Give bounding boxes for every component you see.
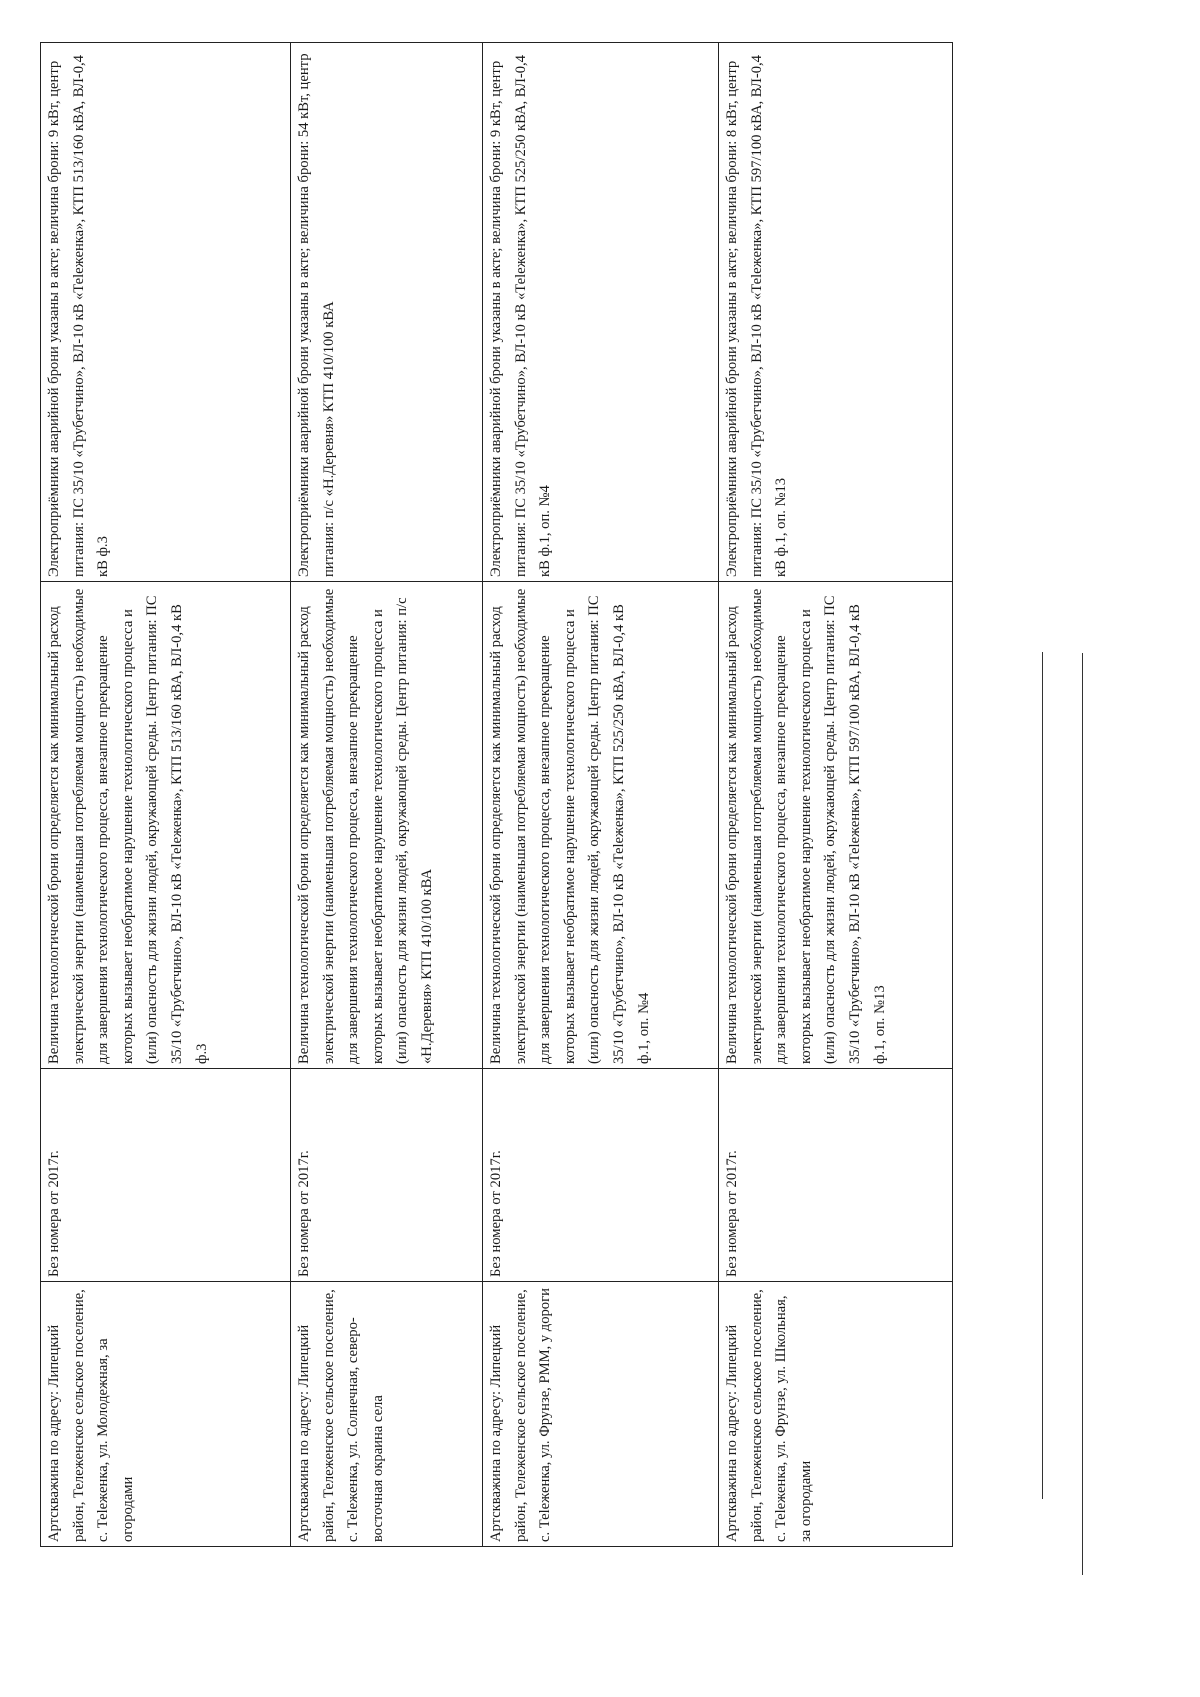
signature-rule-line	[1042, 652, 1043, 1499]
emergency-reserve-cell: Электроприёмники аварийной брони указаны в акте; величина брони: 9 кВт, центр питания: ПС 35/10 «Трубетчино», ВЛ-10 кВ «Теleженка», КТП 513/160 кВА, ВЛ-0,4 кВ ф.3	[41, 43, 291, 582]
document-ref-cell: Без номера от 2017г.	[483, 1069, 719, 1282]
document-ref-cell: Без номера от 2017г.	[291, 1069, 483, 1282]
document-ref-cell: Без номера от 2017г.	[41, 1069, 291, 1282]
tech-reserve-cell: Величина технологической брони определяется как минимальный расход электрической энергии (наименьшая потребляемая мощность) необходимые для завершения технологического процесса, внезапное прекращение которых вызывает необратимое нарушение технологического процесса и (или) опасность для жизни людей, окружающей среды. Центр питания: ПС 35/10 «Трубетчино», ВЛ-10 кВ «Теleженка», КТП 525/250 кВА, ВЛ-0,4 кВ ф.1, оп. №4	[483, 582, 719, 1069]
table-row	[291, 43, 483, 1547]
tech-reserve-cell: Величина технологической брони определяется как минимальный расход электрической энергии (наименьшая потребляемая мощность) необходимые для завершения технологического процесса, внезапное прекращение которых вызывает необратимое нарушение технологического процесса и (или) опасность для жизни людей, окружающей среды. Центр питания: ПС 35/10 «Трубетчино», ВЛ-10 кВ «Теleженка», КТП 597/100 кВА, ВЛ-0,4 кВ ф.1, оп. №13	[719, 582, 953, 1069]
emergency-reserve-cell: Электроприёмники аварийной брони указаны в акте; величина брони: 9 кВт, центр питания: ПС 35/10 «Трубетчино», ВЛ-10 кВ «Теleженка», КТП 525/250 кВА, ВЛ-0,4 кВ ф.1, оп. №4	[483, 43, 719, 582]
emergency-reserve-cell: Электроприёмники аварийной брони указаны в акте; величина брони: 54 кВт, центр питания: п/с «Н.Деревня» КТП 410/100 кВА	[291, 43, 483, 582]
object-address-cell: Артскважина по адресу: Липецкий район, Тележенское сельское поселение, с. Теleженка, ул. Фрунзе, ул. Школьная, за огородами	[719, 1282, 953, 1547]
table-row	[483, 43, 719, 1547]
tech-reserve-cell: Величина технологической брони определяется как минимальный расход электрической энергии (наименьшая потребляемая мощность) необходимые для завершения технологического процесса, внезапное прекращение которых вызывает необратимое нарушение технологического процесса и (или) опасность для жизни людей, окружающей среды. Центр питания: п/с «Н.Деревня» КТП 410/100 кВА	[291, 582, 483, 1069]
emergency-reserve-cell: Электроприёмники аварийной брони указаны в акте; величина брони: 8 кВт, центр питания: ПС 35/10 «Трубетчино», ВЛ-10 кВ «Теleженка», КТП 597/100 кВА, ВЛ-0,4 кВ ф.1, оп. №13	[719, 43, 953, 582]
document-ref-cell: Без номера от 2017г.	[719, 1069, 953, 1282]
reservation-table	[40, 42, 953, 1547]
table-row	[41, 43, 291, 1547]
object-address-cell: Артскважина по адресу: Липецкий район, Тележенское сельское поселение, с. Теleженка, ул. Фрунзе, РММ, у дороги	[483, 1282, 719, 1547]
table-row	[719, 43, 953, 1547]
object-address-cell: Артскважина по адресу: Липецкий район, Тележенское сельское поселение, с. Теleженка, ул. Молодежная, за огородами	[41, 1282, 291, 1547]
tech-reserve-cell: Величина технологической брони определяется как минимальный расход электрической энергии (наименьшая потребляемая мощность) необходимые для завершения технологического процесса, внезапное прекращение которых вызывает необратимое нарушение технологического процесса и (или) опасность для жизни людей, окружающей среды. Центр питания: ПС 35/10 «Трубетчино», ВЛ-10 кВ «Теleженка», КТП 513/160 кВА, ВЛ-0,4 кВ ф.3	[41, 582, 291, 1069]
object-address-cell: Артскважина по адресу: Липецкий район, Тележенское сельское поселение, с. Теleженка, ул. Солнечная, северо-восточная окраина села	[291, 1282, 483, 1547]
signature-rule-line	[1082, 653, 1083, 1575]
